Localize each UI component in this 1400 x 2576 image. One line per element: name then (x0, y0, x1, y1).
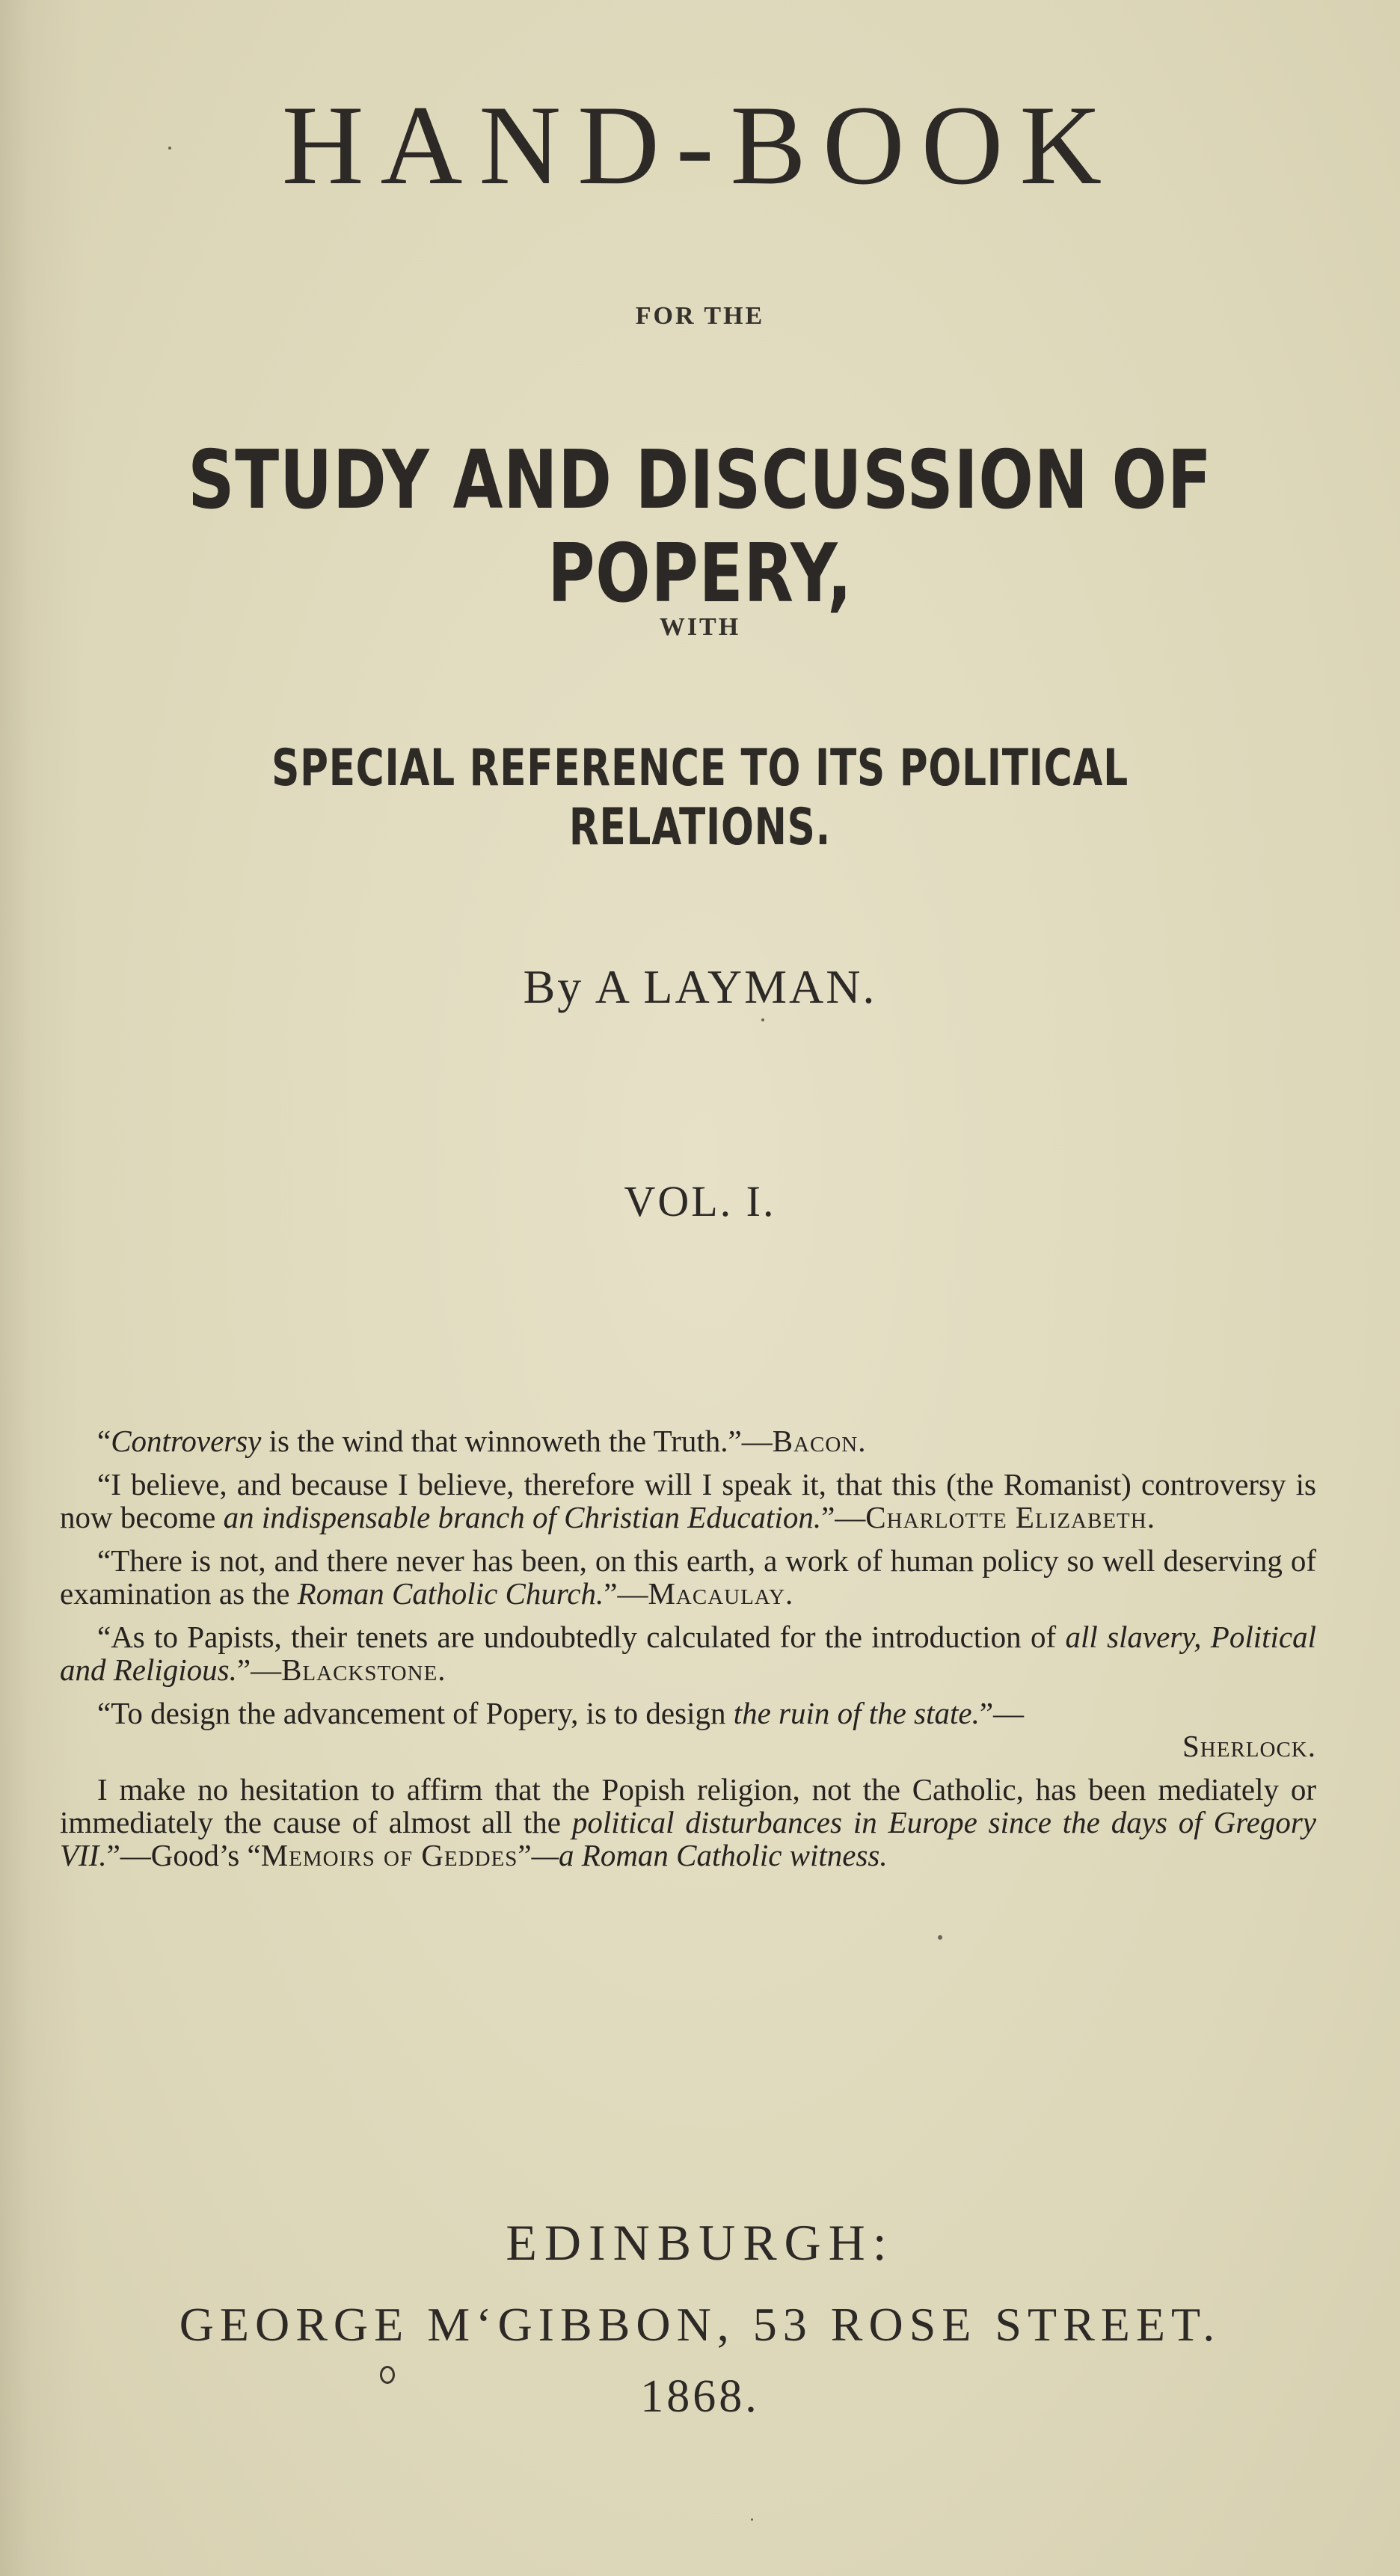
epigraph-italic: all slavery, Political and Religious. (60, 1620, 1316, 1687)
author-line: By A LAYMAN. (523, 960, 877, 1013)
epigraph-attribution: Sherlock. (1182, 1729, 1316, 1763)
epigraph-italic: Controversy (111, 1424, 262, 1458)
epigraph-attribution: Charlotte Elizabeth. (865, 1500, 1155, 1534)
epigraph-close: ”— (821, 1500, 866, 1534)
with-line: WITH (659, 613, 741, 641)
main-title: HAND-BOOK (281, 82, 1119, 208)
epigraph-bacon (60, 1424, 1316, 1457)
paper-speck (751, 2518, 753, 2521)
imprint-year: 1868. (640, 2371, 760, 2422)
epigraph-italic: political disturbances in Europe since the days of Gregory VII. (60, 1805, 1316, 1872)
epigraph-open-quote: “ (97, 1424, 111, 1458)
epigraph-italic-tail: —a Roman Catholic witness. (531, 1838, 888, 1872)
epigraph-attribution: Bacon. (772, 1424, 867, 1458)
epigraph-text: I make no hesitation to affirm that the Popish religion, not the Catholic, has been mediately or immediately the cause of almost all the (60, 1772, 1316, 1839)
epigraph-text: is the wind that winnoweth the Truth.”— (261, 1424, 773, 1458)
epigraph-close: ”— (979, 1696, 1025, 1730)
epigraph-good-geddes (60, 1773, 1316, 1872)
paper-speck (380, 2366, 395, 2384)
epigraph-sherlock (60, 1697, 1316, 1762)
imprint-place: EDINBURGH: (506, 2214, 894, 2271)
paper-speck (761, 1018, 764, 1021)
epigraph-italic: an indispensable branch of Christian Education. (223, 1500, 822, 1534)
epigraph-text: “I believe, and because I believe, therefore will I speak it, that this (the Romanist) controversy is now become (60, 1467, 1316, 1534)
for-the-line: FOR THE (635, 302, 765, 330)
paper-speck (168, 147, 171, 150)
epigraph-block (60, 1424, 1316, 1882)
subtitle: STUDY AND DISCUSSION OF POPERY, (188, 434, 1212, 621)
epigraph-close: ”— (604, 1576, 648, 1611)
epigraph-close-quote: ” (518, 1838, 532, 1872)
epigraph-close: ”— (236, 1653, 282, 1687)
epigraph-macaulay (60, 1544, 1316, 1610)
volume-number: VOL. I. (624, 1177, 776, 1226)
paper-speck (938, 1935, 942, 1940)
epigraph-charlotte-elizabeth (60, 1468, 1316, 1534)
epigraph-attribution: Memoirs of Geddes (260, 1838, 518, 1872)
epigraph-attribution: Macaulay. (648, 1576, 794, 1611)
epigraph-text: “As to Papists, their tenets are undoubtedly calculated for the introduction of (97, 1620, 1066, 1654)
imprint-publisher: GEORGE M‘GIBBON, 53 ROSE STREET. (179, 2298, 1221, 2351)
epigraph-italic: Roman Catholic Church. (297, 1576, 604, 1611)
epigraph-close: ”—Good’s “ (106, 1838, 261, 1872)
epigraph-attribution: Blackstone. (281, 1653, 446, 1687)
epigraph-blackstone (60, 1620, 1316, 1686)
epigraph-text: “There is not, and there never has been, on this earth, a work of human policy so well deserving of examination as the (60, 1543, 1316, 1611)
secondary-subtitle: SPECIAL REFERENCE TO ITS POLITICAL RELATIONS. (271, 739, 1129, 857)
epigraph-italic: the ruin of the state. (733, 1696, 980, 1730)
epigraph-text: “To design the advancement of Popery, is to design (97, 1696, 734, 1730)
